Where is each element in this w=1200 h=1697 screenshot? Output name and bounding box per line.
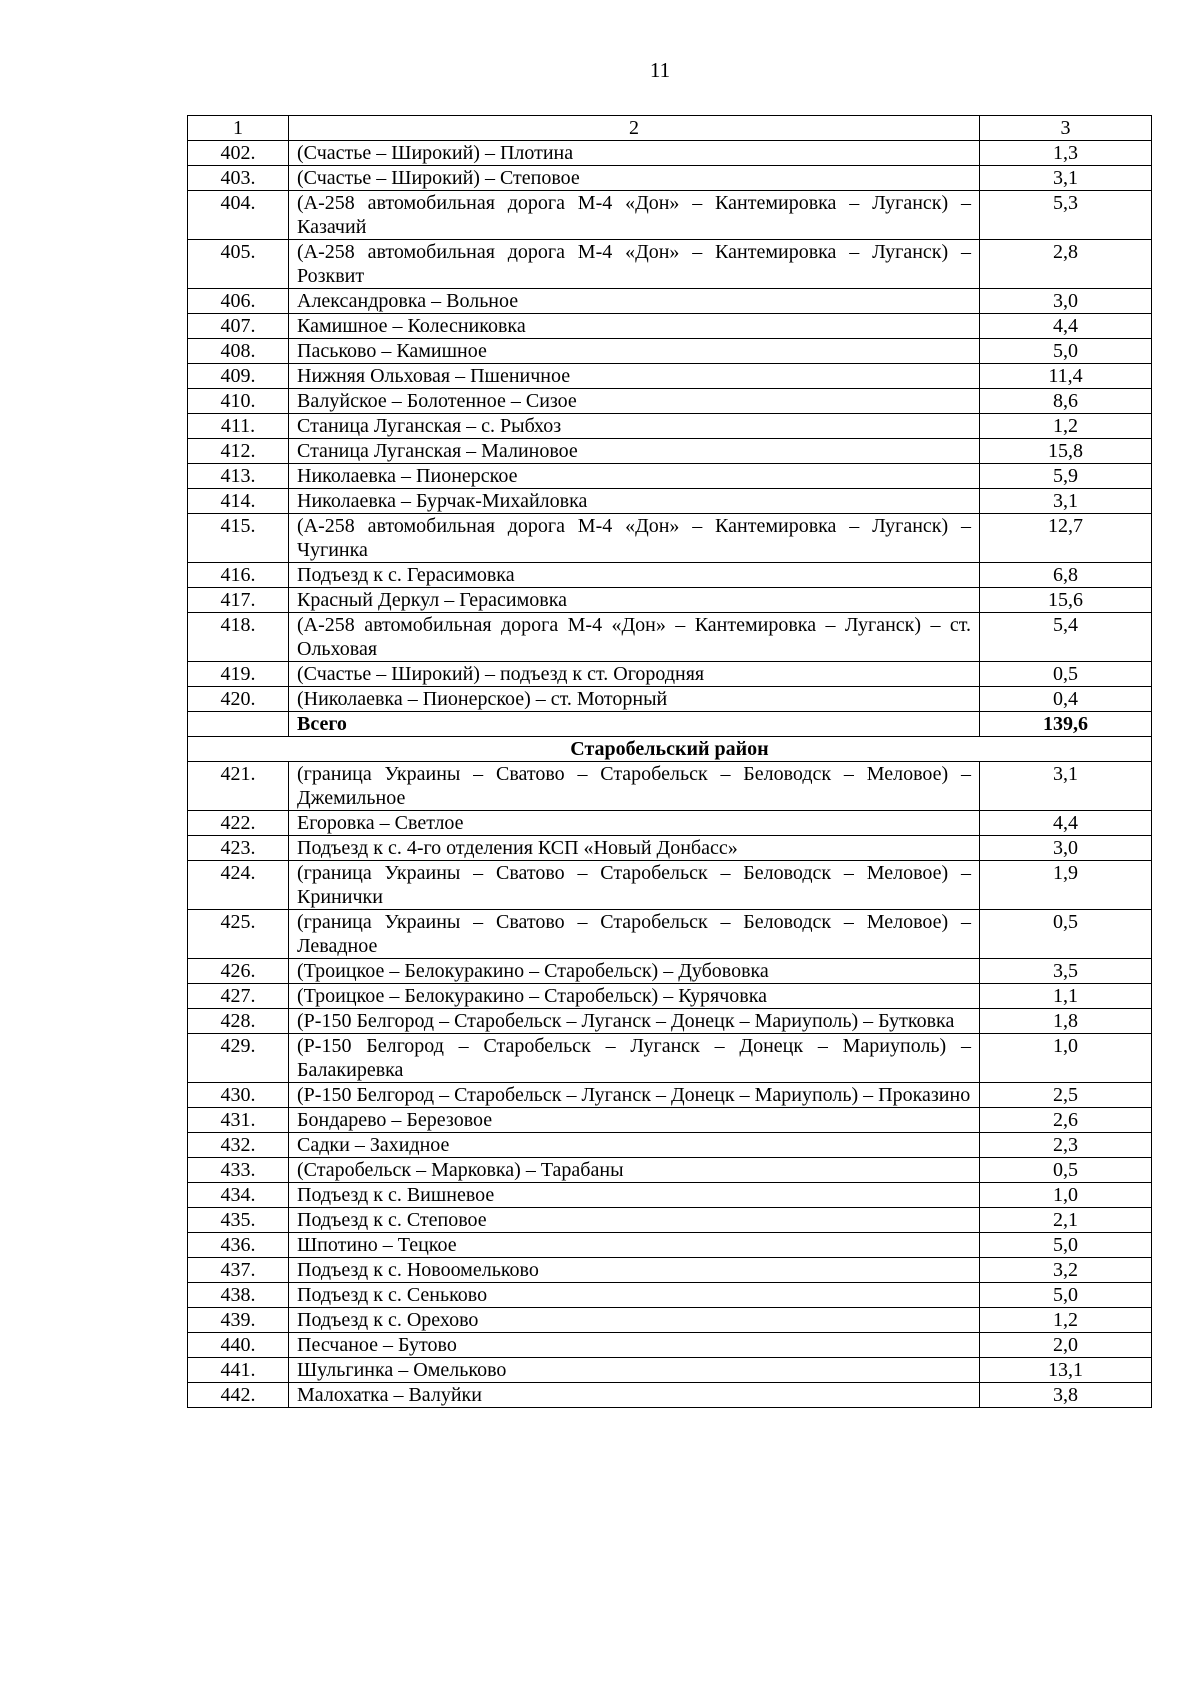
road-length: 5,0 bbox=[980, 339, 1152, 364]
row-number: 415. bbox=[188, 514, 289, 563]
road-length: 5,9 bbox=[980, 464, 1152, 489]
road-name: (Троицкое – Белокуракино – Старобельск) – Дубововка bbox=[289, 959, 980, 984]
table-row bbox=[188, 1308, 1152, 1333]
row-number: 408. bbox=[188, 339, 289, 364]
road-length: 1,2 bbox=[980, 414, 1152, 439]
road-name: (Р-150 Белгород – Старобельск – Луганск – Донецк – Мариуполь) – Бутковка bbox=[289, 1009, 980, 1034]
column-header-length: 3 bbox=[980, 116, 1152, 141]
table-row bbox=[188, 1383, 1152, 1408]
road-length: 3,1 bbox=[980, 762, 1152, 811]
row-number: 416. bbox=[188, 563, 289, 588]
road-name: Шульгинка – Омельково bbox=[289, 1358, 980, 1383]
road-name: Песчаное – Бутово bbox=[289, 1333, 980, 1358]
table-row bbox=[188, 1183, 1152, 1208]
road-length: 1,8 bbox=[980, 1009, 1152, 1034]
row-number: 419. bbox=[188, 662, 289, 687]
table-row bbox=[188, 166, 1152, 191]
road-name: Валуйское – Болотенное – Сизое bbox=[289, 389, 980, 414]
road-length: 15,6 bbox=[980, 588, 1152, 613]
table-row bbox=[188, 514, 1152, 563]
table-row bbox=[188, 910, 1152, 959]
row-number: 431. bbox=[188, 1108, 289, 1133]
table-row bbox=[188, 588, 1152, 613]
table-row bbox=[188, 1009, 1152, 1034]
road-length: 3,0 bbox=[980, 836, 1152, 861]
row-number: 421. bbox=[188, 762, 289, 811]
row-number: 438. bbox=[188, 1283, 289, 1308]
road-length: 13,1 bbox=[980, 1358, 1152, 1383]
road-name: (Счастье – Широкий) – Степовое bbox=[289, 166, 980, 191]
table-row bbox=[188, 1034, 1152, 1083]
row-number: 429. bbox=[188, 1034, 289, 1083]
table-row bbox=[188, 861, 1152, 910]
road-length: 3,2 bbox=[980, 1258, 1152, 1283]
road-name: (Троицкое – Белокуракино – Старобельск) – Курячовка bbox=[289, 984, 980, 1009]
row-number: 430. bbox=[188, 1083, 289, 1108]
page-number: 11 bbox=[649, 58, 671, 82]
table-row bbox=[188, 1283, 1152, 1308]
road-length: 6,8 bbox=[980, 563, 1152, 588]
table-row bbox=[188, 389, 1152, 414]
row-number: 427. bbox=[188, 984, 289, 1009]
table-header-row bbox=[188, 116, 1152, 141]
table-row bbox=[188, 1208, 1152, 1233]
row-number: 422. bbox=[188, 811, 289, 836]
row-number: 407. bbox=[188, 314, 289, 339]
road-name: Паськово – Камишное bbox=[289, 339, 980, 364]
road-name: (Счастье – Широкий) – Плотина bbox=[289, 141, 980, 166]
table-row bbox=[188, 1083, 1152, 1108]
road-length: 4,4 bbox=[980, 314, 1152, 339]
road-length: 2,1 bbox=[980, 1208, 1152, 1233]
row-number: 418. bbox=[188, 613, 289, 662]
road-name: Подъезд к с. 4-го отделения КСП «Новый Донбасс» bbox=[289, 836, 980, 861]
road-name: Станица Луганская – с. Рыбхоз bbox=[289, 414, 980, 439]
row-number: 413. bbox=[188, 464, 289, 489]
road-name: (А-258 автомобильная дорога М-4 «Дон» – Кантемировка – Луганск) – Казачий bbox=[289, 191, 980, 240]
road-length: 1,3 bbox=[980, 141, 1152, 166]
table-row bbox=[188, 1108, 1152, 1133]
row-number: 406. bbox=[188, 289, 289, 314]
row-number: 425. bbox=[188, 910, 289, 959]
section-header-row bbox=[188, 737, 1152, 762]
row-number: 420. bbox=[188, 687, 289, 712]
table-row bbox=[188, 439, 1152, 464]
row-number: 436. bbox=[188, 1233, 289, 1258]
road-length: 5,0 bbox=[980, 1283, 1152, 1308]
road-name: Камишное – Колесниковка bbox=[289, 314, 980, 339]
row-number: 423. bbox=[188, 836, 289, 861]
row-number: 402. bbox=[188, 141, 289, 166]
road-name: (А-258 автомобильная дорога М-4 «Дон» – Кантемировка – Луганск) – Чугинка bbox=[289, 514, 980, 563]
table-row bbox=[188, 811, 1152, 836]
row-number: 435. bbox=[188, 1208, 289, 1233]
road-length: 2,5 bbox=[980, 1083, 1152, 1108]
road-length: 3,1 bbox=[980, 489, 1152, 514]
road-length: 4,4 bbox=[980, 811, 1152, 836]
road-name: Подъезд к с. Герасимовка bbox=[289, 563, 980, 588]
roads-table-body bbox=[188, 116, 1152, 1408]
road-name: Егоровка – Светлое bbox=[289, 811, 980, 836]
road-length: 2,8 bbox=[980, 240, 1152, 289]
road-length: 1,2 bbox=[980, 1308, 1152, 1333]
row-number: 442. bbox=[188, 1383, 289, 1408]
table-row bbox=[188, 613, 1152, 662]
table-row bbox=[188, 364, 1152, 389]
road-name: (граница Украины – Сватово – Старобельск – Беловодск – Меловое) – Левадное bbox=[289, 910, 980, 959]
row-number: 403. bbox=[188, 166, 289, 191]
row-number: 405. bbox=[188, 240, 289, 289]
road-length: 3,5 bbox=[980, 959, 1152, 984]
table-row bbox=[188, 191, 1152, 240]
table-row bbox=[188, 1133, 1152, 1158]
table-row bbox=[188, 563, 1152, 588]
table-row bbox=[188, 762, 1152, 811]
road-length: 1,0 bbox=[980, 1034, 1152, 1083]
road-name: Подъезд к с. Сеньково bbox=[289, 1283, 980, 1308]
road-length: 0,4 bbox=[980, 687, 1152, 712]
total-label: Всего bbox=[289, 712, 980, 737]
road-name: (Старобельск – Марковка) – Тарабаны bbox=[289, 1158, 980, 1183]
road-length: 0,5 bbox=[980, 910, 1152, 959]
table-row bbox=[188, 1233, 1152, 1258]
road-length: 0,5 bbox=[980, 1158, 1152, 1183]
row-number: 441. bbox=[188, 1358, 289, 1383]
road-length: 15,8 bbox=[980, 439, 1152, 464]
road-name: (Р-150 Белгород – Старобельск – Луганск – Донецк – Мариуполь) – Проказино bbox=[289, 1083, 980, 1108]
road-name: Николаевка – Пионерское bbox=[289, 464, 980, 489]
road-name: Подъезд к с. Орехово bbox=[289, 1308, 980, 1333]
road-length: 2,3 bbox=[980, 1133, 1152, 1158]
road-length: 5,3 bbox=[980, 191, 1152, 240]
table-row bbox=[188, 414, 1152, 439]
table-row bbox=[188, 687, 1152, 712]
row-number: 433. bbox=[188, 1158, 289, 1183]
road-length: 3,8 bbox=[980, 1383, 1152, 1408]
table-row bbox=[188, 1158, 1152, 1183]
road-name: (Счастье – Широкий) – подъезд к ст. Огородняя bbox=[289, 662, 980, 687]
table-row bbox=[188, 1358, 1152, 1383]
road-name: (граница Украины – Сватово – Старобельск – Беловодск – Меловое) – Джемильное bbox=[289, 762, 980, 811]
column-header-name: 2 bbox=[289, 116, 980, 141]
road-length: 1,1 bbox=[980, 984, 1152, 1009]
table-row bbox=[188, 141, 1152, 166]
row-number: 412. bbox=[188, 439, 289, 464]
road-name: Шпотино – Тецкое bbox=[289, 1233, 980, 1258]
road-length: 3,1 bbox=[980, 166, 1152, 191]
table-row bbox=[188, 1258, 1152, 1283]
row-number: 424. bbox=[188, 861, 289, 910]
road-length: 2,0 bbox=[980, 1333, 1152, 1358]
road-name: (Р-150 Белгород – Старобельск – Луганск – Донецк – Мариуполь) – Балакиревка bbox=[289, 1034, 980, 1083]
road-length: 5,0 bbox=[980, 1233, 1152, 1258]
row-number: 409. bbox=[188, 364, 289, 389]
row-number: 434. bbox=[188, 1183, 289, 1208]
row-number: 432. bbox=[188, 1133, 289, 1158]
road-name: Александровка – Вольное bbox=[289, 289, 980, 314]
total-row bbox=[188, 712, 1152, 737]
row-number: 411. bbox=[188, 414, 289, 439]
table-row bbox=[188, 489, 1152, 514]
row-number: 414. bbox=[188, 489, 289, 514]
table-row bbox=[188, 339, 1152, 364]
column-header-number: 1 bbox=[188, 116, 289, 141]
roads-table bbox=[187, 115, 1152, 1408]
row-number: 417. bbox=[188, 588, 289, 613]
table-row bbox=[188, 314, 1152, 339]
table-row bbox=[188, 289, 1152, 314]
table-row bbox=[188, 464, 1152, 489]
road-name: (А-258 автомобильная дорога М-4 «Дон» – Кантемировка – Луганск) – Розквит bbox=[289, 240, 980, 289]
total-number-empty bbox=[188, 712, 289, 737]
road-name: Николаевка – Бурчак-Михайловка bbox=[289, 489, 980, 514]
road-name: Садки – Захидное bbox=[289, 1133, 980, 1158]
table-row bbox=[188, 836, 1152, 861]
road-name: Станица Луганская – Малиновое bbox=[289, 439, 980, 464]
table-row bbox=[188, 1333, 1152, 1358]
road-length: 12,7 bbox=[980, 514, 1152, 563]
road-length: 1,9 bbox=[980, 861, 1152, 910]
road-length: 11,4 bbox=[980, 364, 1152, 389]
road-length: 5,4 bbox=[980, 613, 1152, 662]
row-number: 440. bbox=[188, 1333, 289, 1358]
row-number: 428. bbox=[188, 1009, 289, 1034]
road-name: Подъезд к с. Степовое bbox=[289, 1208, 980, 1233]
road-name: (Николаевка – Пионерское) – ст. Моторный bbox=[289, 687, 980, 712]
road-name: Бондарево – Березовое bbox=[289, 1108, 980, 1133]
row-number: 437. bbox=[188, 1258, 289, 1283]
road-name: Нижняя Ольховая – Пшеничное bbox=[289, 364, 980, 389]
road-name: Красный Деркул – Герасимовка bbox=[289, 588, 980, 613]
row-number: 426. bbox=[188, 959, 289, 984]
road-name: (А-258 автомобильная дорога М-4 «Дон» – Кантемировка – Луганск) – ст. Ольховая bbox=[289, 613, 980, 662]
road-length: 3,0 bbox=[980, 289, 1152, 314]
road-name: Подъезд к с. Вишневое bbox=[289, 1183, 980, 1208]
table-row bbox=[188, 240, 1152, 289]
road-length: 8,6 bbox=[980, 389, 1152, 414]
table-row bbox=[188, 662, 1152, 687]
row-number: 404. bbox=[188, 191, 289, 240]
road-name: Малохатка – Валуйки bbox=[289, 1383, 980, 1408]
section-title: Старобельский район bbox=[188, 737, 1152, 762]
table-row bbox=[188, 959, 1152, 984]
row-number: 439. bbox=[188, 1308, 289, 1333]
total-value: 139,6 bbox=[980, 712, 1152, 737]
road-length: 1,0 bbox=[980, 1183, 1152, 1208]
table-row bbox=[188, 984, 1152, 1009]
road-name: Подъезд к с. Новоомельково bbox=[289, 1258, 980, 1283]
road-length: 0,5 bbox=[980, 662, 1152, 687]
road-length: 2,6 bbox=[980, 1108, 1152, 1133]
row-number: 410. bbox=[188, 389, 289, 414]
road-name: (граница Украины – Сватово – Старобельск – Беловодск – Меловое) – Кринички bbox=[289, 861, 980, 910]
